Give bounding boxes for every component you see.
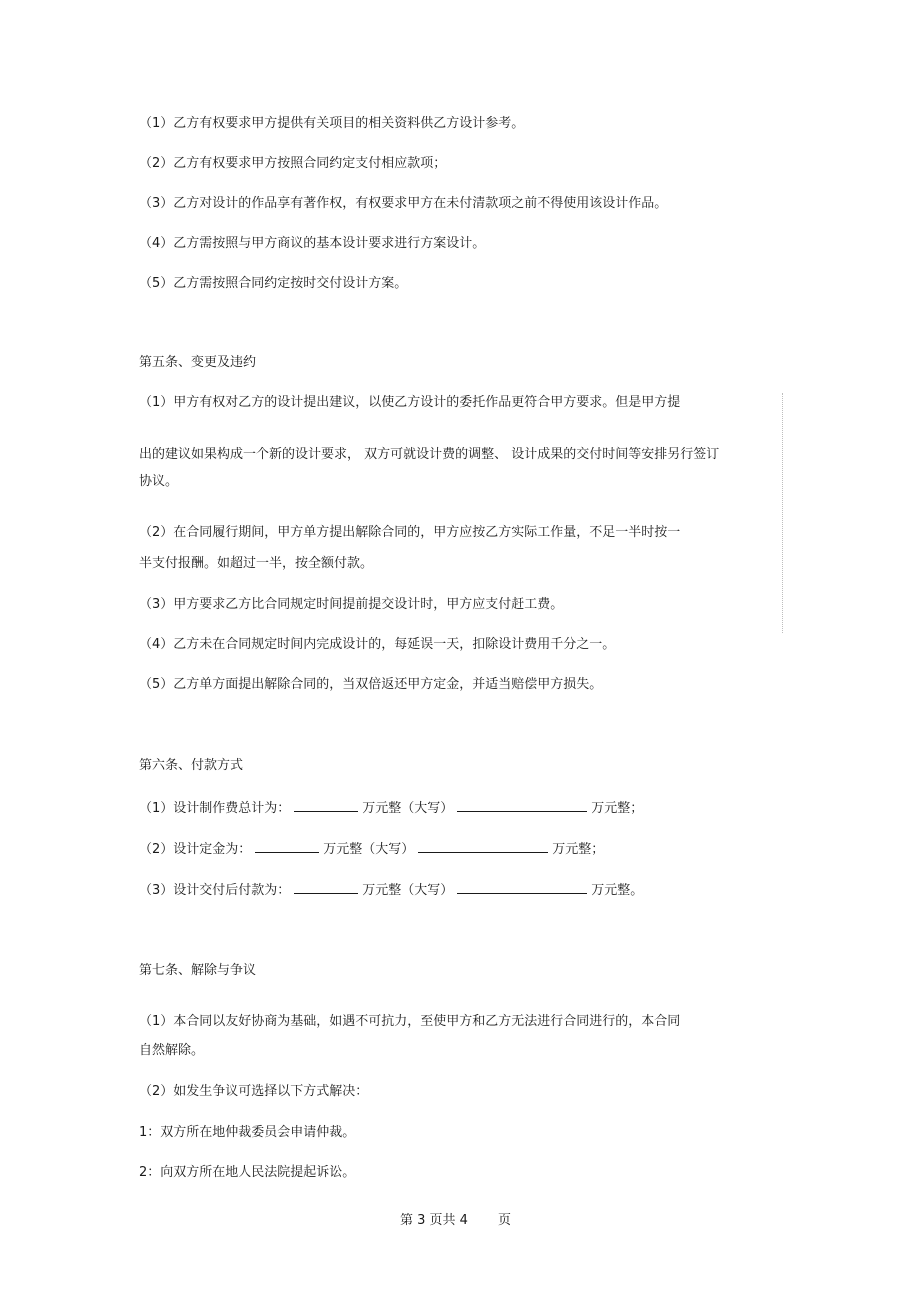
clause-item: （4）乙方需按照与甲方商议的基本设计要求进行方案设计。	[139, 236, 486, 251]
unit-end: 万元整；	[591, 801, 644, 816]
unit-end: 万元整。	[591, 883, 644, 898]
amount-upper-blank	[457, 797, 587, 812]
clause-item: （1）本合同以友好协商为基础，如遇不可抗力，至使甲方和乙方无法进行合同进行的，本合同	[139, 1014, 681, 1029]
clause-item: （3）乙方对设计的作品享有著作权，有权要求甲方在未付清款项之前不得使用该设计作品。	[139, 196, 668, 211]
clause-item: （2）如发生争议可选择以下方式解决：	[139, 1084, 369, 1099]
unit-upper: 万元整（大写）	[362, 801, 454, 816]
amount-upper-blank	[457, 879, 587, 894]
unit-end: 万元整；	[552, 842, 605, 857]
unit-upper: 万元整（大写）	[323, 842, 415, 857]
section-heading: 第七条、解除与争议	[139, 963, 257, 978]
payment-line-total	[139, 797, 643, 818]
unit-upper: 万元整（大写）	[362, 883, 454, 898]
section-heading: 第五条、变更及违约	[139, 355, 257, 370]
page-number-text: 第 3 页共 4	[400, 1213, 468, 1228]
payment-label: （1）设计制作费总计为：	[139, 801, 291, 816]
section-heading: 第六条、付款方式	[139, 758, 244, 773]
amount-blank	[294, 879, 358, 894]
clause-item: （1）乙方有权要求甲方提供有关项目的相关资料供乙方设计参考。	[139, 116, 525, 131]
dispute-option: 2：向双方所在地人民法院提起诉讼。	[139, 1165, 356, 1180]
page-number-footer	[400, 1209, 511, 1228]
clause-item: （5）乙方需按照合同约定按时交付设计方案。	[139, 276, 408, 291]
clause-item: （5）乙方单方面提出解除合同的，当双倍返还甲方定金，并适当赔偿甲方损失。	[139, 677, 603, 692]
clause-item-continued: 出的建议如果构成一个新的设计要求， 双方可就设计费的调整、 设计成果的交付时间等安排另行签订	[139, 447, 720, 462]
clause-item-continued: 半支付报酬。如超过一半，按全额付款。	[139, 556, 374, 571]
payment-line-delivery	[139, 879, 643, 900]
amount-blank	[294, 797, 358, 812]
payment-label: （3）设计交付后付款为：	[139, 883, 291, 898]
clause-item-continued: 自然解除。	[139, 1043, 205, 1058]
clause-item: （3）甲方要求乙方比合同规定时间提前提交设计时，甲方应支付赶工费。	[139, 597, 564, 612]
clause-item: （1）甲方有权对乙方的设计提出建议，以使乙方设计的委托作品更符合甲方要求。但是甲方提	[139, 395, 681, 410]
clause-item: （4）乙方未在合同规定时间内完成设计的，每延误一天，扣除设计费用千分之一。	[139, 637, 616, 652]
page-number-suffix: 页	[497, 1213, 511, 1228]
amount-upper-blank	[418, 838, 548, 853]
payment-label: （2）设计定金为：	[139, 842, 252, 857]
margin-dotted-rule	[782, 393, 783, 633]
dispute-option: 1：双方所在地仲裁委员会申请仲裁。	[139, 1125, 356, 1140]
clause-item: （2）乙方有权要求甲方按照合同约定支付相应款项；	[139, 156, 447, 171]
clause-item-continued: 协议。	[139, 474, 179, 489]
amount-blank	[255, 838, 319, 853]
clause-item: （2）在合同履行期间，甲方单方提出解除合同的，甲方应按乙方实际工作量，不足一半时按一	[139, 525, 681, 540]
payment-line-deposit	[139, 838, 604, 859]
